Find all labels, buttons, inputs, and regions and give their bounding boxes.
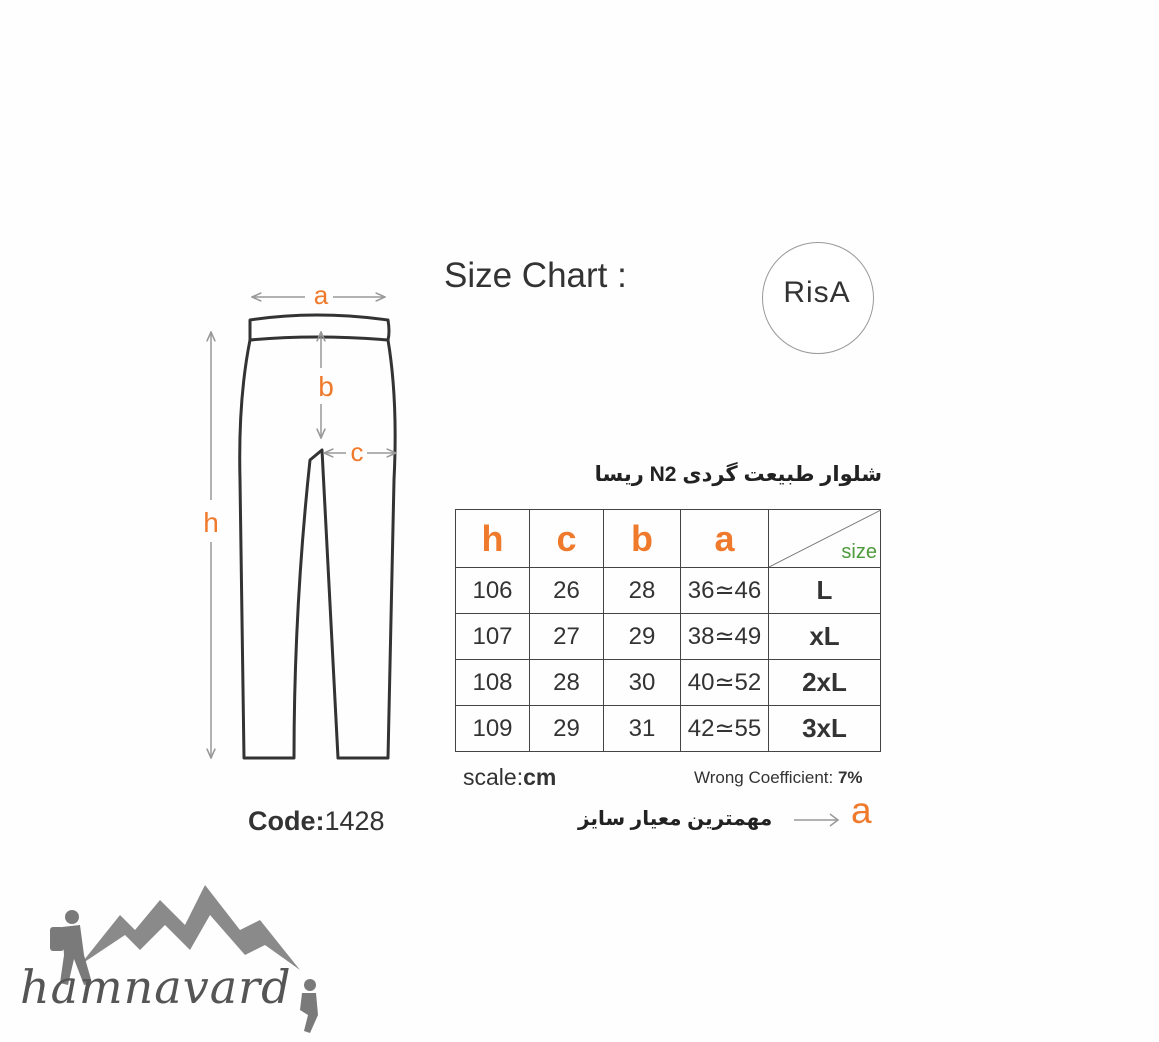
page-title: Size Chart : [444, 256, 627, 295]
cell-h: 109 [456, 706, 530, 752]
table-header-row [456, 510, 881, 568]
cell-a: 38≃49 [681, 614, 769, 660]
cell-a: 36≃46 [681, 568, 769, 614]
label-c: c [350, 437, 364, 467]
size-table [455, 509, 881, 752]
label-a: a [313, 280, 329, 310]
product-title: شلوار طبیعت گردی N2 ریسا [594, 463, 882, 486]
cell-size: 3xL [769, 706, 881, 752]
cell-c: 27 [530, 614, 604, 660]
cell-b: 28 [604, 568, 681, 614]
table-row [456, 614, 881, 660]
brand-logo-text: RisA [783, 276, 851, 309]
table-row [456, 568, 881, 614]
scale-note [463, 764, 556, 791]
cell-h: 108 [456, 660, 530, 706]
cell-b: 31 [604, 706, 681, 752]
cell-size: xL [769, 614, 881, 660]
label-b: b [318, 371, 334, 402]
cell-h: 106 [456, 568, 530, 614]
cell-c: 28 [530, 660, 604, 706]
cell-c: 29 [530, 706, 604, 752]
table-row [456, 660, 881, 706]
header-b: b [604, 510, 681, 568]
header-h: h [456, 510, 530, 568]
wrong-coefficient-note [694, 768, 863, 788]
cell-h: 107 [456, 614, 530, 660]
cell-b: 30 [604, 660, 681, 706]
pants-diagram [190, 280, 420, 770]
watermark-text: hamnavard [20, 960, 292, 1014]
header-a: a [681, 510, 769, 568]
cell-size: 2xL [769, 660, 881, 706]
cell-c: 26 [530, 568, 604, 614]
code-value: 1428 [324, 806, 385, 836]
scale-unit: cm [523, 764, 557, 790]
criteria-letter: a [851, 790, 872, 831]
code-label: Code: [248, 806, 325, 836]
header-c: c [530, 510, 604, 568]
product-code [248, 806, 385, 837]
wrong-coefficient-value: 7% [837, 768, 863, 787]
header-size-corner [769, 510, 881, 568]
wrong-coefficient-label: Wrong Coefficient: [694, 768, 834, 787]
cell-b: 29 [604, 614, 681, 660]
scale-label: scale: [463, 764, 524, 790]
cell-a: 40≃52 [681, 660, 769, 706]
cell-a: 42≃55 [681, 706, 769, 752]
size-label: size [841, 541, 877, 563]
climber-icon [300, 979, 318, 1033]
criteria-text: مهمترین معیار سایز [578, 808, 773, 830]
table-row [456, 706, 881, 752]
cell-size: L [769, 568, 881, 614]
arrow-right-icon [792, 810, 842, 830]
label-h: h [203, 507, 219, 538]
